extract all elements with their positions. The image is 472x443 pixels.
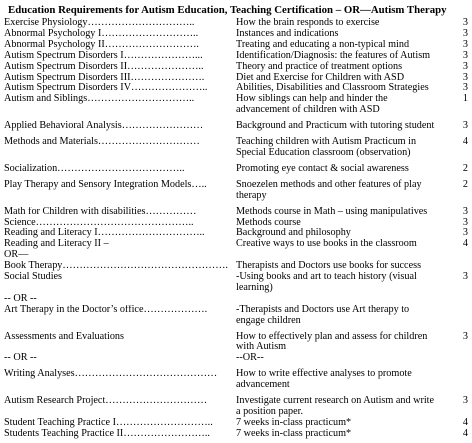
course-credits: 3 <box>462 271 468 283</box>
course-description-line: How to effectively plan and assess for children <box>236 330 428 342</box>
course-credits: 4 <box>462 238 468 250</box>
course-credits: 3 <box>462 395 468 407</box>
course-row <box>4 137 469 159</box>
course-credits: 3 <box>462 49 468 61</box>
course-credits: 3 <box>462 120 468 132</box>
course-description-line: advancement <box>236 379 290 391</box>
course-credits: 3 <box>462 17 468 28</box>
course-description-line: -Using books and art to teach history (visual <box>236 271 417 283</box>
course-name: Autism Spectrum Disorders III…………………. <box>4 72 205 83</box>
course-description-line: Promoting eye contact & social awareness <box>236 162 409 174</box>
course-row <box>4 429 469 440</box>
course-name: Art Therapy in the Doctor’s office………………. <box>4 304 208 315</box>
course-description-line: engage children <box>236 314 301 326</box>
course-credits: 3 <box>462 27 468 39</box>
course-description-line: Methods course in Math – using manipulatives <box>236 205 428 217</box>
or-description <box>236 353 458 364</box>
or-label: OR— <box>4 250 29 261</box>
course-description <box>236 369 458 391</box>
course-description <box>236 62 458 73</box>
course-description-line: learning) <box>236 281 273 293</box>
course-row <box>4 272 469 294</box>
course-name: Autism Spectrum Disorders IV………………….. <box>4 83 208 94</box>
course-credits: 3 <box>462 205 468 217</box>
course-description-line: a position paper. <box>236 405 304 417</box>
course-credits: 3 <box>462 71 468 83</box>
course-credits: 1 <box>462 93 468 105</box>
course-name: Autism Spectrum Disorders II………………….. <box>4 61 204 72</box>
course-description-line: How siblings can help and hinder the <box>236 93 388 105</box>
course-row <box>4 62 469 73</box>
requirements-list <box>4 18 469 440</box>
course-description-line: with Autism <box>236 341 287 353</box>
course-row <box>4 305 469 327</box>
course-row <box>4 207 469 218</box>
course-description-line: Methods course <box>236 216 301 228</box>
course-description <box>236 164 458 175</box>
course-row <box>4 51 469 62</box>
course-name: Applied Behavioral Analysis…………………… <box>4 121 204 132</box>
course-description-line: advancement of children with ASD <box>236 104 380 116</box>
course-description <box>236 180 458 202</box>
course-description-line: Therapists and Doctors use books for success <box>236 260 422 272</box>
course-description <box>236 239 458 250</box>
course-description <box>236 332 458 354</box>
course-name: Social Studies <box>4 272 63 283</box>
course-name: Exercise Physiology………………………….. <box>4 18 195 28</box>
course-description <box>236 137 458 159</box>
course-description <box>236 121 458 132</box>
course-row <box>4 396 469 418</box>
course-row <box>4 180 469 202</box>
course-description-line: Special Education classroom (observation) <box>236 146 411 158</box>
course-name: Autism Spectrum Disorders I…………………... <box>4 50 203 61</box>
course-description-line: Diet and Exercise for Children with ASD <box>236 71 405 83</box>
course-description-line: Snoezelen methods and other features of play <box>236 178 422 190</box>
course-description-line: Identification/Diagnosis: the features of Autism <box>236 49 431 61</box>
or-separator <box>4 353 469 364</box>
course-name: Socialization……………………………….. <box>4 163 185 174</box>
course-description-line: Background and Practicum with tutoring student <box>236 120 435 132</box>
course-description <box>236 272 458 294</box>
or-label: -- OR -- <box>4 353 37 364</box>
course-credits: 2 <box>462 162 468 174</box>
course-name: Student Teaching Practice I……………………….. <box>4 417 213 428</box>
course-description-line: Instances and indications <box>236 27 339 39</box>
course-credits: 4 <box>462 136 468 148</box>
course-credits: 2 <box>462 178 468 190</box>
course-name: Methods and Materials………………………… <box>4 137 200 148</box>
course-name: Reading and Literacy II – <box>4 239 109 250</box>
course-name: Assessments and Evaluations <box>4 331 124 342</box>
course-description-line: 7 weeks in-class practicum* <box>236 427 352 439</box>
course-description-line: Teaching children with Autism Practicum in <box>236 136 417 148</box>
course-description-line: How to write effective analyses to promote <box>236 368 412 380</box>
course-row <box>4 164 469 175</box>
course-row <box>4 332 469 354</box>
course-credits: 3 <box>462 227 468 239</box>
course-name: Science……………………………………….. <box>4 217 194 228</box>
course-description-line: Abilities, Disabilities and Classroom Strategies <box>236 82 429 94</box>
course-name: Book Therapy…………………………………………. <box>4 261 228 272</box>
course-name: Math for Children with disabilities…………… <box>4 206 197 217</box>
course-description <box>236 51 458 62</box>
course-description <box>236 207 458 218</box>
course-credits: 3 <box>462 330 468 342</box>
course-row <box>4 239 469 250</box>
course-credits: 4 <box>462 427 468 439</box>
course-description-line: Creative ways to use books in the classroom <box>236 238 417 250</box>
course-credits: 3 <box>462 216 468 228</box>
course-name: Abnormal Psychology II………………………. <box>4 39 199 50</box>
course-description-line: Investigate current research on Autism and write <box>236 395 435 407</box>
course-row <box>4 121 469 132</box>
course-description-line: Treating and educating a non-typical mind <box>236 38 410 50</box>
course-description <box>236 94 458 116</box>
course-name: Play Therapy and Sensory Integration Models….. <box>4 179 207 190</box>
course-description <box>236 396 458 418</box>
course-description <box>236 429 458 440</box>
course-credits: 3 <box>462 82 468 94</box>
course-name: Autism and Siblings………………………….. <box>4 94 195 105</box>
course-description-line: -Therapists and Doctors use Art therapy to <box>236 303 410 315</box>
course-name: Abnormal Psychology I……………………….. <box>4 28 199 39</box>
or-label: -- OR -- <box>4 293 37 304</box>
course-name: Autism Research Project………………………… <box>4 396 208 407</box>
course-name: Reading and Literacy I………………………….. <box>4 228 205 239</box>
course-name: Writing Analyses…………………………………… <box>4 369 218 380</box>
course-row <box>4 369 469 391</box>
course-description <box>236 305 458 327</box>
course-name: Students Teaching Practice II…………………….. <box>4 428 210 439</box>
course-description-line: Theory and practice of treatment options <box>236 60 403 72</box>
or-description-line: --OR-- <box>236 352 264 364</box>
course-description-line: therapy <box>236 189 267 201</box>
course-credits: 3 <box>462 60 468 72</box>
document-title: Education Requirements for Autism Education, Teaching Certification – OR—Autism Therapy <box>8 4 447 16</box>
course-credits: 3 <box>462 38 468 50</box>
course-description-line: 7 weeks in-class practicum* <box>236 416 352 428</box>
course-row <box>4 94 469 116</box>
course-description-line: Background and philosophy <box>236 227 351 239</box>
course-description-line: How the brain responds to exercise <box>236 17 380 28</box>
course-credits: 4 <box>462 416 468 428</box>
